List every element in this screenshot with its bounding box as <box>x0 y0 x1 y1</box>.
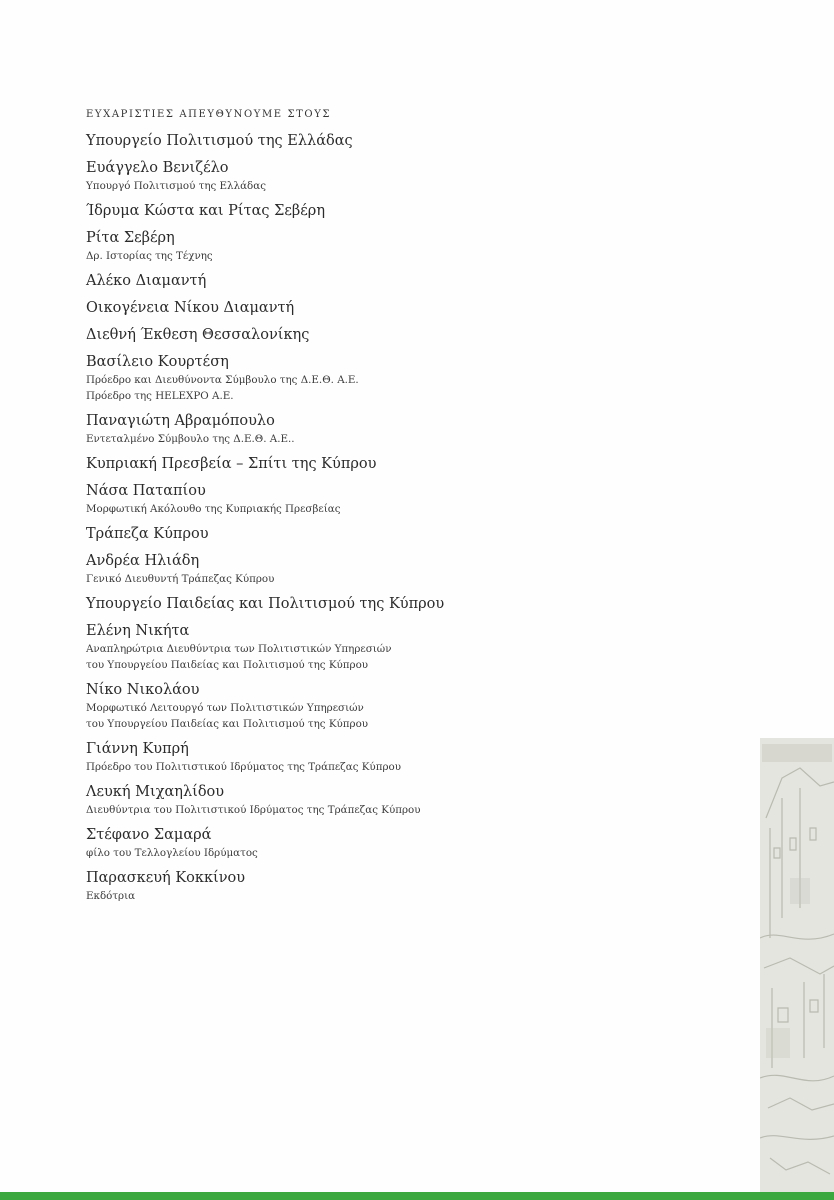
entry-name: Λευκή Μιχαηλίδου <box>86 784 225 800</box>
acknowledgement-entry <box>86 525 726 544</box>
acknowledgement-entry <box>86 740 726 775</box>
acknowledgement-entry <box>86 869 726 904</box>
entry-name: Στέφανο Σαμαρά <box>86 827 212 843</box>
acknowledgement-entry <box>86 482 726 517</box>
acknowledgement-entry <box>86 229 726 264</box>
acknowledgement-entry <box>86 353 726 404</box>
bottom-green-bar <box>0 1192 834 1200</box>
entry-title-line: Εκδότρια <box>86 890 136 902</box>
sketch-illustration <box>760 738 834 1192</box>
acknowledgement-entry <box>86 412 726 447</box>
entry-title-line: Αναπληρώτρια Διευθύντρια των Πολιτιστικών Υπηρεσιών <box>86 643 392 655</box>
entry-title-line: του Υπουργείου Παιδείας και Πολιτισμού της Κύπρου <box>86 659 369 671</box>
entry-name: Ίδρυμα Κώστα και Ρίτας Σεβέρη <box>86 203 326 219</box>
entry-title-line: του Υπουργείου Παιδείας και Πολιτισμού της Κύπρου <box>86 718 369 730</box>
entry-name: Τράπεζα Κύπρου <box>86 526 209 542</box>
entry-title-line: Πρόεδρο και Διευθύνοντα Σύμβουλο της Δ.Ε.Θ. Α.Ε. <box>86 374 359 386</box>
entry-name: Υπουργείο Πολιτισμού της Ελλάδας <box>86 133 353 149</box>
entry-title-line: φίλο του Τελλογλείου Ιδρύματος <box>86 847 258 859</box>
entry-title-line: Υπουργό Πολιτισμού της Ελλάδας <box>86 180 266 192</box>
entry-name: Νίκο Νικολάου <box>86 682 200 698</box>
entry-name: Νάσα Παταπίου <box>86 483 206 499</box>
sketch-drawing <box>760 738 834 1192</box>
entry-title-line: Μορφωτική Ακόλουθο της Κυπριακής Πρεσβείας <box>86 503 341 515</box>
acknowledgement-entry <box>86 272 726 291</box>
entry-name: Γιάννη Κυπρή <box>86 741 189 757</box>
entry-title-line: Μορφωτικό Λειτουργό των Πολιτιστικών Υπηρεσιών <box>86 702 364 714</box>
entry-name: Ρίτα Σεβέρη <box>86 230 175 246</box>
entry-name: Οικογένεια Νίκου Διαμαντή <box>86 300 295 316</box>
acknowledgements-heading: ΕΥΧΑΡΙΣΤΙΕΣ ΑΠΕΥΘΥΝΟΥΜΕ ΣΤΟΥΣ <box>86 109 332 120</box>
acknowledgement-entry <box>86 159 726 194</box>
entry-name: Κυπριακή Πρεσβεία – Σπίτι της Κύπρου <box>86 456 377 472</box>
entry-name: Παρασκευή Κοκκίνου <box>86 870 246 886</box>
acknowledgement-entry <box>86 455 726 474</box>
acknowledgements-list <box>86 132 726 912</box>
acknowledgement-entry <box>86 595 726 614</box>
entry-name: Ελένη Νικήτα <box>86 623 190 639</box>
entry-title-line: Εντεταλμένο Σύμβουλο της Δ.Ε.Θ. Α.Ε.. <box>86 433 295 445</box>
acknowledgement-entry <box>86 299 726 318</box>
entry-title-line: Δρ. Ιστορίας της Τέχνης <box>86 250 213 262</box>
entry-name: Ευάγγελο Βενιζέλο <box>86 160 229 176</box>
acknowledgement-entry <box>86 826 726 861</box>
acknowledgement-entry <box>86 622 726 673</box>
entry-name: Ανδρέα Ηλιάδη <box>86 553 200 569</box>
entry-name: Διεθνή Έκθεση Θεσσαλονίκης <box>86 327 310 343</box>
entry-name: Βασίλειο Κουρτέση <box>86 354 229 370</box>
acknowledgement-entry <box>86 326 726 345</box>
acknowledgement-entry <box>86 783 726 818</box>
acknowledgement-entry <box>86 552 726 587</box>
acknowledgement-entry <box>86 681 726 732</box>
acknowledgement-entry <box>86 202 726 221</box>
entry-name: Υπουργείο Παιδείας και Πολιτισμού της Κύπρου <box>86 596 445 612</box>
entry-title-line: Διευθύντρια του Πολιτιστικού Ιδρύματος της Τράπεζας Κύπρου <box>86 804 421 816</box>
entry-name: Παναγιώτη Αβραμόπουλο <box>86 413 275 429</box>
entry-title-line: Γενικό Διευθυντή Τράπεζας Κύπρου <box>86 573 275 585</box>
entry-title-line: Πρόεδρο της HELEXPO A.E. <box>86 390 234 402</box>
acknowledgement-entry <box>86 132 726 151</box>
entry-title-line: Πρόεδρο του Πολιτιστικού Ιδρύματος της Τράπεζας Κύπρου <box>86 761 401 773</box>
entry-name: Αλέκο Διαμαντή <box>86 273 207 289</box>
